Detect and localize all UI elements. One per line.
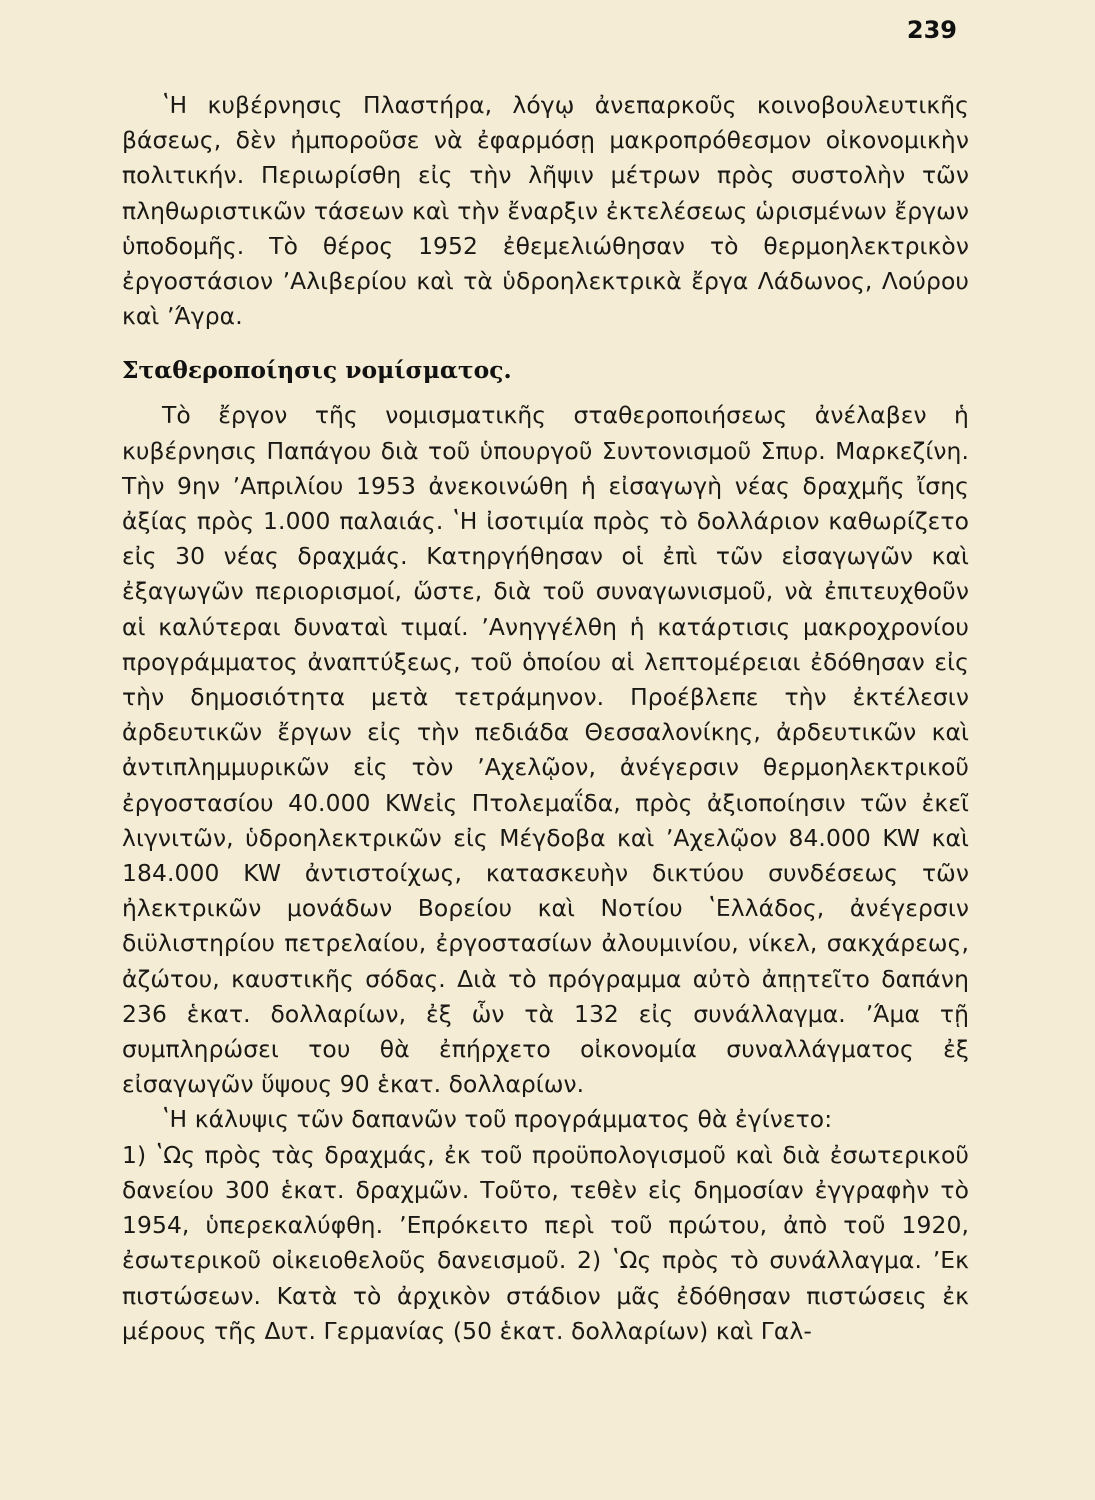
page-number: 239 [906,16,957,44]
paragraph-program-funding-intro: ʽΗ κάλυψις τῶν δαπανῶν τοῦ προγράμματος θὰ ἐγίνετο: [162,1105,833,1134]
section-heading-currency-stabilization: Σταθεροποίησις νομίσματος. [122,356,512,385]
paragraph-program-funding-details: 1) ʽΩς πρὸς τὰς δραχμάς, ἐκ τοῦ προϋπολογισμοῦ καὶ διὰ ἐσωτερικοῦ δανείου 300 ἑκατ. δραχμῶν. Τοῦτο, τεθὲν εἰς δημοσίαν ἐγγραφὴν τὸ 1954, ὑπερεκαλύφθη. ʼΕπρόκειτο περὶ τοῦ πρώτου, ἀπὸ τοῦ 1920, ἐσωτερικοῦ οἰκειοθελοῦς δανεισμοῦ. 2) ʽΩς πρὸς τὸ συνάλλαγμα. ʼΕκ πιστώσεων. Κατὰ τὸ ἀρχικὸν στάδιον μᾶς ἐδόθησαν πιστώσεις ἐκ μέρους τῆς Δυτ. Γερμανίας (50 ἑκατ. δολλαρίων) καὶ Γαλ- [122,1140,969,1345]
paragraph-plastiras-government: ʽΗ κυβέρνησις Πλαστήρα, λόγῳ ἀνεπαρκοῦς κοινοβουλευτικῆς βάσεως, δὲν ἠμποροῦσε νὰ ἐφαρμόσῃ μακροπρόθεσμον οἰκονομικὴν πολιτικήν. Περιωρίσθη εἰς τὴν λῆψιν μέτρων πρὸς συστολὴν τῶν πληθωριστικῶν τάσεων καὶ τὴν ἔναρξιν ἐκτελέσεως ὡρισμένων ἔργων ὑποδομῆς. Τὸ θέρος 1952 ἐθεμελιώθησαν τὸ θερμοηλεκτρικὸν ἐργοστάσιον ʼΑλιβερίου καὶ τὰ ὑδροηλεκτρικὰ ἔργα Λάδωνος, Λούρου καὶ ʼΆγρα. [122,91,969,331]
paragraph-currency-stabilization: Τὸ ἔργον τῆς νομισματικῆς σταθεροποιήσεως ἀνέλαβεν ἡ κυβέρνησις Παπάγου διὰ τοῦ ὑπουργοῦ Συντονισμοῦ Σπυρ. Μαρκεζίνη. Τὴν 9ην ʼΑπριλίου 1953 ἀνεκοινώθη ἡ εἰσαγωγὴ νέας δραχμῆς ἴσης ἀξίας πρὸς 1.000 παλαιάς. ʽΗ ἰσοτιμία πρὸς τὸ δολλάριον καθωρίζετο εἰς 30 νέας δραχμάς. Κατηργήθησαν οἱ ἐπὶ τῶν εἰσαγωγῶν καὶ ἐξαγωγῶν περιορισμοί, ὥστε, διὰ τοῦ συναγωνισμοῦ, νὰ ἐπιτευχθοῦν αἱ καλύτεραι δυναταὶ τιμαί. ʼΑνηγγέλθη ἡ κατάρτισις μακροχρονίου προγράμματος ἀναπτύξεως, τοῦ ὁποίου αἱ λεπτομέρειαι ἐδόθησαν εἰς τὴν δημοσιότητα μετὰ τετράμηνον. Προέβλεπε τὴν ἐκτέλεσιν ἀρδευτικῶν ἔργων εἰς τὴν πεδιάδα Θεσσαλονίκης, ἀρδευτικῶν καὶ ἀντιπλημμυρικῶν εἰς τὸν ʼΑχελῷον, ἀνέγερσιν θερμοηλεκτρικοῦ ἐργοστασίου 40.000 KWεἰς Πτολεμαΐδα, πρὸς ἀξιοποίησιν τῶν ἐκεῖ λιγνιτῶν, ὑδροηλεκτρικῶν εἰς Μέγδοβα καὶ ʼΑχελῷον 84.000 KW καὶ 184.000 KW ἀντιστοίχως, κατασκευὴν δικτύου συνδέσεως τῶν ἠλεκτρικῶν μονάδων Βορείου καὶ Νοτίου ʽΕλλάδος, ἀνέγερσιν διϋλιστηρίου πετρελαίου, ἐργοστασίων ἀλουμινίου, νίκελ, σακχάρεως, ἀζώτου, καυστικῆς σόδας. Διὰ τὸ πρόγραμμα αὐτὸ ἀπῃτεῖτο δαπάνη 236 ἑκατ. δολλαρίων, ἐξ ὧν τὰ 132 εἰς συνάλλαγμα. ʼΆμα τῇ συμπληρώσει του θὰ ἐπήρχετο οἰκονομία συναλλάγματος ἐξ εἰσαγωγῶν ὕψους 90 ἑκατ. δολλαρίων. [122,401,969,1099]
